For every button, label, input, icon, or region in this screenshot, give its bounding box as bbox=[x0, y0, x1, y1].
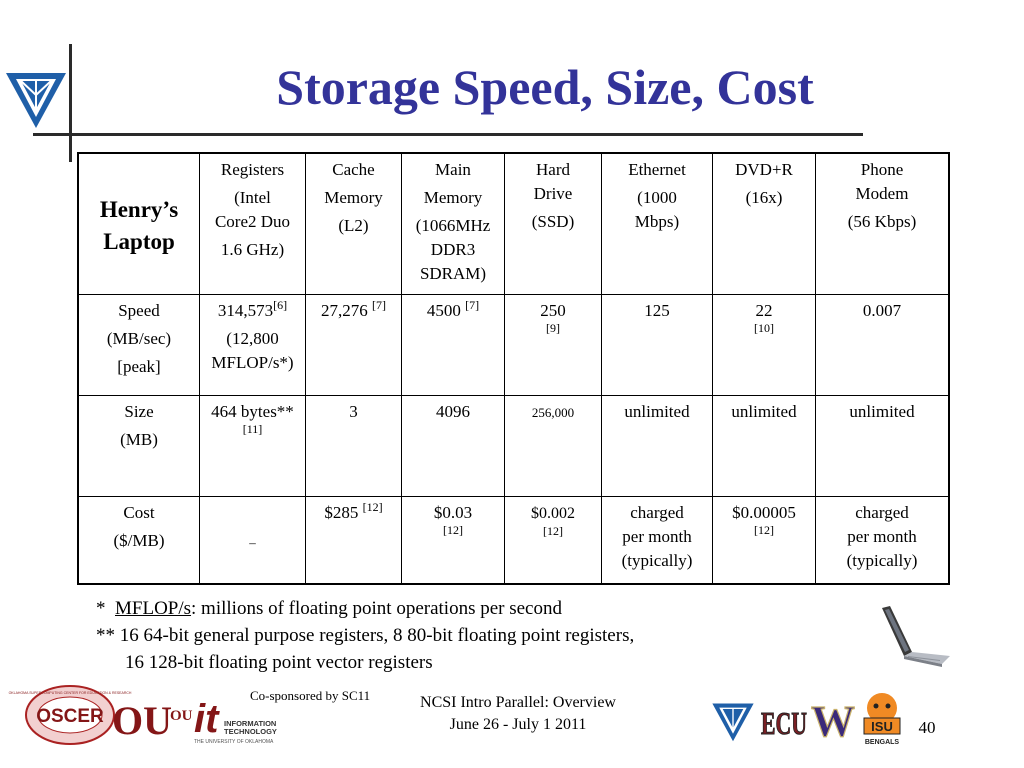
citation-ref: [11] bbox=[242, 422, 263, 436]
cell-value: $0.002 bbox=[531, 505, 575, 522]
header-line: Modem bbox=[855, 184, 909, 203]
cell-extra-line: (12,800 bbox=[226, 329, 279, 348]
cell-value: unlimited bbox=[731, 402, 797, 421]
slide-title: Storage Speed, Size, Cost bbox=[276, 59, 814, 115]
table-cell bbox=[402, 396, 505, 497]
column-header-ethernet bbox=[602, 153, 713, 295]
column-header-registers bbox=[200, 153, 306, 295]
cell-value: $285 bbox=[324, 503, 359, 522]
header-line: (16x) bbox=[745, 188, 783, 207]
table-cell bbox=[200, 295, 306, 396]
table-cell bbox=[816, 295, 950, 396]
table-row-size bbox=[78, 396, 949, 497]
cell-value: 464 bytes** bbox=[211, 402, 294, 421]
header-line: (SSD) bbox=[531, 212, 575, 231]
footnote-definition: : millions of floating point operations per second bbox=[191, 598, 562, 619]
ecu-logo-text: ECU bbox=[761, 705, 807, 741]
table-cell bbox=[306, 295, 402, 396]
citation-ref: [10] bbox=[754, 321, 774, 335]
cell-extra-line: per month bbox=[622, 527, 692, 546]
footnote-term: MFLOP/s bbox=[115, 598, 192, 619]
header-line: Mbps) bbox=[634, 212, 680, 231]
uw-logo-text: W bbox=[811, 697, 855, 746]
cell-extra-line: (typically) bbox=[846, 551, 918, 570]
table-cell bbox=[713, 396, 816, 497]
corner-cell bbox=[78, 153, 200, 295]
vertical-rule bbox=[69, 44, 72, 162]
header-line: (L2) bbox=[338, 216, 369, 235]
table-row-cost bbox=[78, 497, 949, 585]
footer-course: NCSI Intro Parallel: Overview bbox=[420, 694, 616, 711]
isu-logo-subtext: BENGALS bbox=[864, 739, 900, 746]
header-line: (Intel bbox=[234, 188, 271, 207]
table-cell bbox=[713, 295, 816, 396]
cell-extra-line: MFLOP/s*) bbox=[211, 353, 294, 372]
header-line: (56 Kbps) bbox=[847, 212, 917, 231]
table-cell bbox=[402, 295, 505, 396]
footnote-registers-cont: 16 128-bit floating point vector registers bbox=[125, 652, 433, 673]
table-row-speed bbox=[78, 295, 949, 396]
header-line: Registers bbox=[220, 160, 285, 179]
cell-value: 22 bbox=[755, 301, 773, 320]
isu-logo-text: ISU bbox=[871, 719, 893, 734]
row-label-line: Size bbox=[124, 402, 154, 421]
cell-value: – bbox=[249, 534, 256, 550]
isu-tiger-logo-icon bbox=[860, 688, 904, 748]
cell-value: $0.03 bbox=[433, 503, 473, 522]
row-label-line: (MB) bbox=[120, 430, 158, 449]
cell-value: 3 bbox=[349, 402, 358, 421]
header-line: Phone bbox=[860, 160, 904, 179]
laptop-image bbox=[878, 606, 952, 670]
storage-comparison-table bbox=[77, 152, 950, 585]
header-line: Memory bbox=[324, 188, 383, 207]
corner-line: Laptop bbox=[103, 229, 175, 254]
cell-extra-line: per month bbox=[847, 527, 917, 546]
row-label-line: [peak] bbox=[117, 357, 161, 376]
header-line: Core2 Duo bbox=[214, 212, 291, 231]
table-cell bbox=[602, 295, 713, 396]
header-line: 1.6 GHz) bbox=[220, 240, 285, 259]
column-header-main-memory bbox=[402, 153, 505, 295]
cell-value: 4500 bbox=[426, 301, 461, 320]
table-cell bbox=[505, 295, 602, 396]
cell-value: 125 bbox=[644, 301, 670, 320]
cell-value: 314,573 bbox=[217, 301, 274, 320]
triangle-logo-icon bbox=[4, 68, 68, 132]
footer-dates: June 26 - July 1 2011 bbox=[449, 716, 587, 733]
table-cell bbox=[306, 396, 402, 497]
column-header-dvd bbox=[713, 153, 816, 295]
triangle-logo-small-icon bbox=[710, 700, 756, 744]
cell-value: $0.00005 bbox=[732, 503, 796, 522]
cell-value: 256,000 bbox=[531, 405, 575, 420]
oscer-logo-icon bbox=[8, 684, 132, 746]
row-label-size bbox=[78, 396, 200, 497]
cell-value: 4096 bbox=[436, 402, 470, 421]
it-logo-line: THE UNIVERSITY OF OKLAHOMA bbox=[194, 739, 274, 745]
citation-ref: [9] bbox=[546, 321, 560, 335]
cell-value: unlimited bbox=[624, 402, 690, 421]
table-cell bbox=[816, 497, 950, 585]
cell-value: charged bbox=[630, 503, 684, 522]
uw-logo-icon bbox=[806, 698, 860, 744]
row-label-speed bbox=[78, 295, 200, 396]
footnote-star: * bbox=[96, 598, 106, 619]
cosponsor-text: Co-sponsored by SC11 bbox=[250, 688, 371, 703]
table-cell bbox=[402, 497, 505, 585]
table-cell bbox=[602, 396, 713, 497]
citation-ref: [12] bbox=[362, 500, 383, 514]
citation-ref: [7] bbox=[465, 298, 480, 312]
oscer-logo-text: OSCER bbox=[36, 706, 104, 727]
header-line: Hard bbox=[536, 160, 570, 179]
column-header-cache bbox=[306, 153, 402, 295]
page-number: 40 bbox=[918, 718, 936, 737]
citation-ref: [6] bbox=[273, 298, 288, 312]
horizontal-rule bbox=[33, 133, 863, 136]
ecu-logo-icon bbox=[758, 694, 810, 746]
ou-logo-icon bbox=[112, 686, 172, 746]
ou-it-small-text: OU bbox=[170, 708, 193, 724]
footnote-registers: ** 16 64-bit general purpose registers, 8 80-bit floating point registers, bbox=[96, 625, 635, 646]
table-cell bbox=[816, 396, 950, 497]
header-line: Cache bbox=[332, 160, 375, 179]
table-cell bbox=[505, 396, 602, 497]
oscer-ring-text: OKLAHOMA SUPERCOMPUTING CENTER FOR EDUCATION & RESEARCH bbox=[8, 691, 132, 695]
citation-ref: [12] bbox=[543, 524, 563, 538]
cell-value: unlimited bbox=[849, 402, 915, 421]
column-header-hard-drive bbox=[505, 153, 602, 295]
header-line: (1000 bbox=[637, 188, 677, 207]
table-cell bbox=[200, 396, 306, 497]
ou-logo-text: OU bbox=[112, 698, 172, 743]
citation-ref: [7] bbox=[372, 298, 386, 312]
table-cell bbox=[505, 497, 602, 585]
header-line: Memory bbox=[423, 188, 483, 207]
row-label-cost bbox=[78, 497, 200, 585]
citation-ref: [12] bbox=[754, 523, 774, 537]
header-line: Main bbox=[435, 160, 471, 179]
table-cell bbox=[200, 497, 306, 585]
it-logo-line: TECHNOLOGY bbox=[224, 727, 277, 736]
header-line: DDR3 bbox=[430, 240, 476, 259]
citation-ref: [12] bbox=[443, 523, 463, 537]
footnote-mflops bbox=[96, 595, 562, 622]
table-cell bbox=[306, 497, 402, 585]
table-header-row bbox=[78, 153, 949, 295]
it-logo-line: INFORMATION bbox=[224, 719, 277, 728]
cell-value: charged bbox=[855, 503, 909, 522]
header-line: DVD+R bbox=[735, 160, 793, 179]
table-cell bbox=[713, 497, 816, 585]
row-label-line: ($/MB) bbox=[113, 531, 165, 550]
column-header-phone-modem bbox=[816, 153, 950, 295]
it-logo-text: it bbox=[194, 697, 219, 741]
row-label-line: Cost bbox=[123, 503, 155, 522]
cell-value: 27,276 bbox=[321, 301, 368, 320]
row-label-line: Speed bbox=[118, 301, 160, 320]
cell-extra-line: (typically) bbox=[621, 551, 693, 570]
table-cell bbox=[602, 497, 713, 585]
corner-line: Henry’s bbox=[99, 197, 179, 222]
header-line: (1066MHz bbox=[415, 216, 491, 235]
row-label-line: (MB/sec) bbox=[106, 329, 172, 348]
cell-value: 250 bbox=[540, 301, 566, 320]
cell-value: 0.007 bbox=[862, 301, 902, 320]
header-line: SDRAM) bbox=[419, 264, 487, 283]
header-line: Ethernet bbox=[628, 160, 686, 179]
header-line: Drive bbox=[533, 184, 573, 203]
